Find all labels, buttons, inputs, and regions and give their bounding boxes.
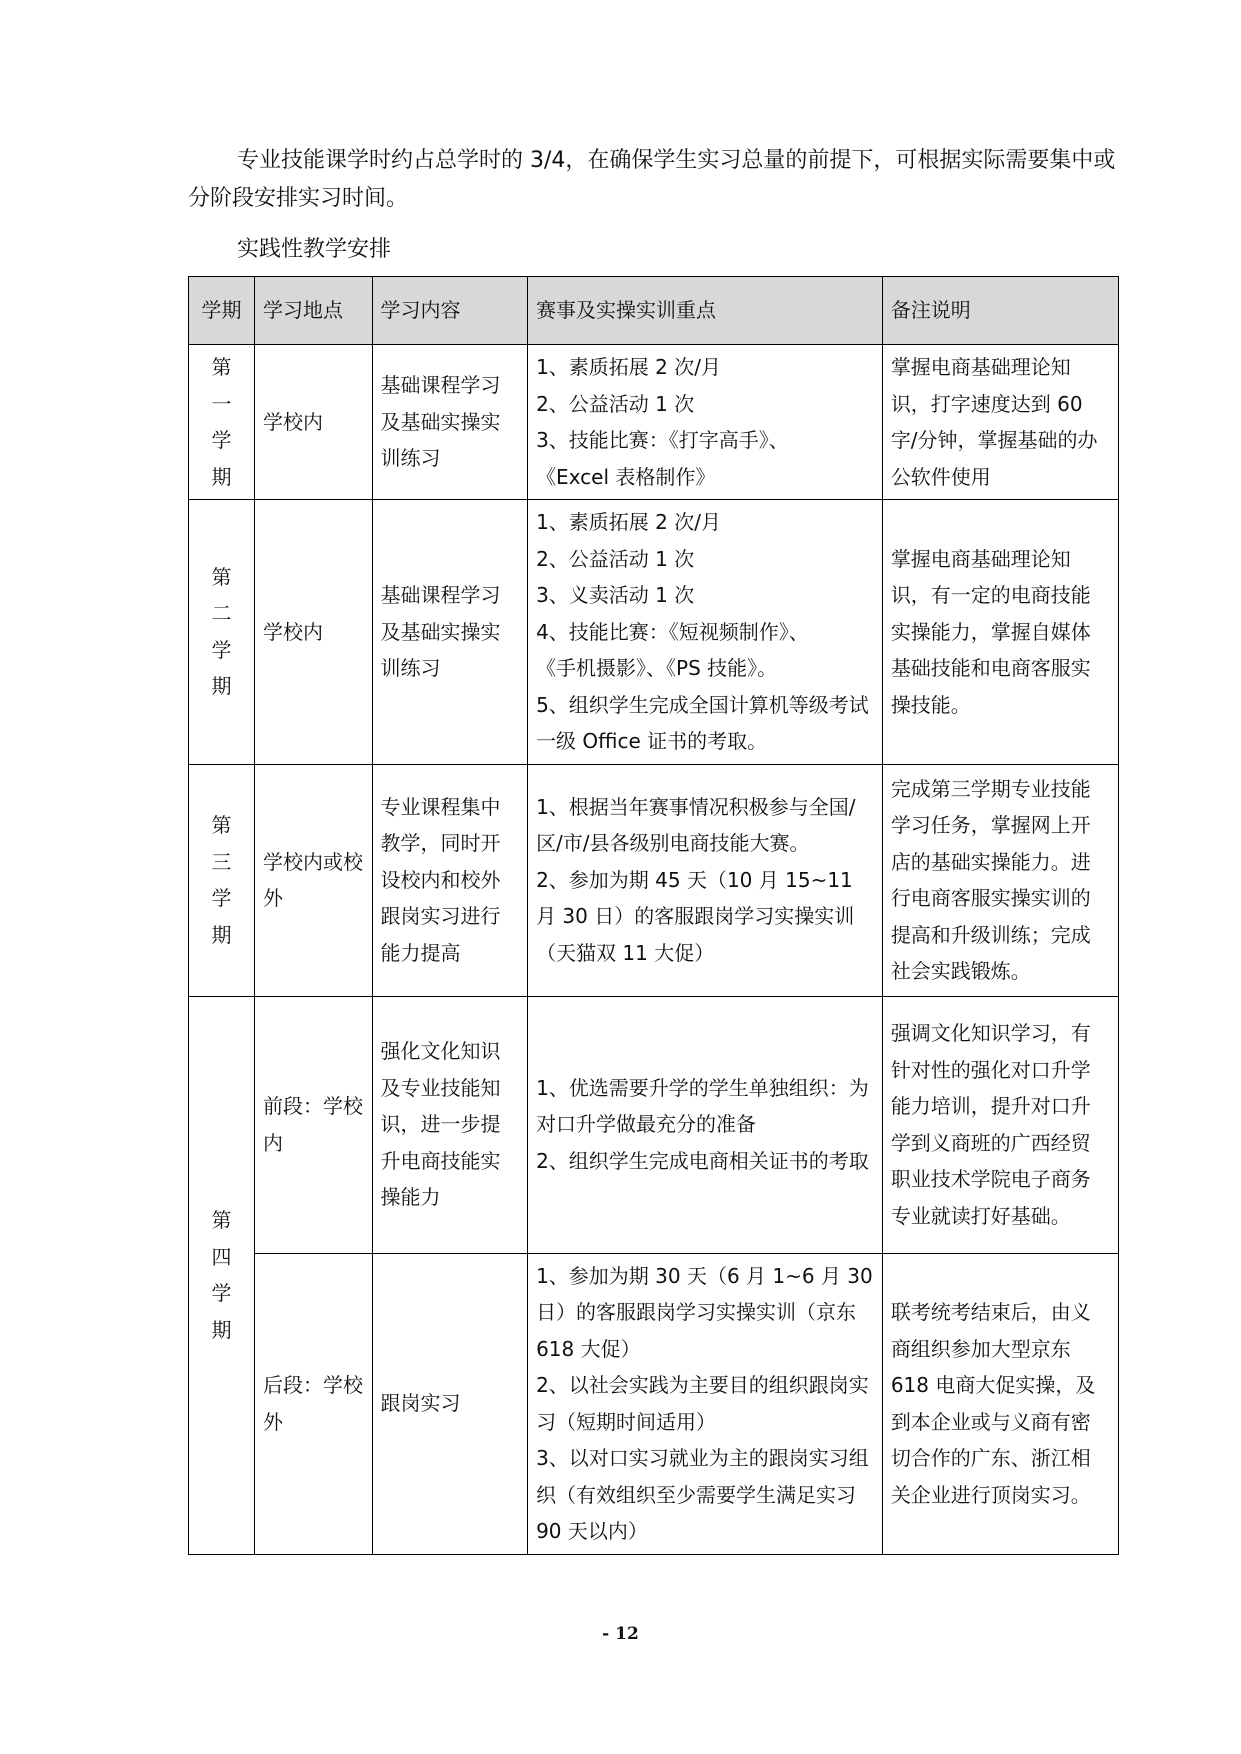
term-char: 学 [211, 428, 232, 452]
location-cell: 前段：学校内 [255, 996, 373, 1253]
focus-line: 3、义卖活动 1 次 [536, 583, 695, 607]
term-char: 三 [211, 849, 232, 874]
location-cell: 学校内 [255, 500, 373, 765]
location-cell: 学校内 [255, 345, 373, 500]
focus-cell [528, 996, 883, 1253]
header-location: 学习地点 [255, 277, 373, 345]
focus-line: 5、组织学生完成全国计算机等级考试一级 Office 证书的考取。 [536, 692, 869, 753]
focus-line: 1、根据当年赛事情况积极参与全国/区/市/县各级别电商技能大赛。 [536, 794, 856, 856]
term-cell [189, 500, 255, 765]
content-cell: 强化文化知识及专业技能知识，进一步提升电商技能实操能力 [372, 996, 528, 1253]
focus-line: 2、参加为期 45 天（10 月 15~11 月 30 日）的客服跟岗学习实操实训（天猫双 11 大促） [536, 867, 855, 965]
content-cell: 基础课程学习及基础实操实训练习 [372, 345, 528, 500]
term-char: 第 [211, 1208, 232, 1232]
content-cell: 跟岗实习 [372, 1253, 528, 1554]
note-cell: 完成第三学期专业技能学习任务，掌握网上开店的基础实操能力。进行电商客服实操实训的提高和升级训练；完成社会实践锻炼。 [882, 764, 1118, 996]
term-char: 二 [211, 601, 232, 626]
focus-cell [528, 345, 883, 500]
header-term [189, 277, 255, 345]
term-cell [189, 345, 255, 500]
location-cell: 学校内或校外 [255, 764, 373, 996]
table-row [189, 1253, 1119, 1554]
term-cell [189, 996, 255, 1554]
focus-line: 1、素质拓展 2 次/月 [536, 355, 721, 379]
term-char: 四 [211, 1244, 232, 1269]
focus-cell [528, 500, 883, 765]
content-cell: 基础课程学习及基础实操实训练习 [372, 500, 528, 765]
focus-line: 1、优选需要升学的学生单独组织：为对口升学做最充分的准备 [536, 1075, 869, 1137]
term-char: 期 [211, 1317, 232, 1342]
focus-line: 3、技能比赛：《打字高手》、 [536, 428, 789, 452]
focus-line: 2、公益活动 1 次 [536, 546, 695, 571]
header-focus: 赛事及实操实训重点 [528, 277, 883, 345]
focus-line: 3、以对口实习就业为主的跟岗实习组织（有效组织至少需要学生满足实习 90 天以内） [536, 1446, 869, 1543]
term-char: 学 [211, 637, 232, 662]
header-term-char: 学期 [201, 298, 242, 323]
table-row [189, 500, 1119, 765]
practice-schedule-table [188, 276, 1119, 1555]
term-cell [189, 764, 255, 996]
term-char: 学 [211, 1281, 232, 1305]
focus-cell [528, 1253, 883, 1554]
term-char: 第 [211, 355, 232, 379]
note-cell: 联考统考结束后，由义商组织参加大型京东 618 电商大促实操，及到本企业或与义商有密切合作的广东、浙江相关企业进行顶岗实习。 [882, 1253, 1118, 1554]
focus-line: 4、技能比赛：《短视频制作》、 [536, 619, 809, 644]
term-char: 一 [211, 391, 232, 416]
table-header-row [189, 277, 1119, 345]
term-char: 第 [211, 564, 232, 589]
focus-line: 1、参加为期 30 天（6 月 1~6 月 30 日）的客服跟岗学习实操实训（京东 618 大促） [536, 1263, 873, 1361]
focus-line: 《Excel 表格制作》 [536, 464, 716, 489]
focus-line: 2、公益活动 1 次 [536, 391, 695, 416]
note-cell: 掌握电商基础理论知识，打字速度达到 60 字/分钟，掌握基础的办公软件使用 [882, 345, 1118, 500]
intro-paragraph: 专业技能课学时约占总学时的 3/4，在确保学生实习总量的前提下，可根据实际需要集中或分阶段安排实习时间。 [188, 148, 1116, 211]
content-cell: 专业课程集中教学，同时开设校内和校外跟岗实习进行能力提高 [372, 764, 528, 996]
note-cell: 掌握电商基础理论知识，有一定的电商技能实操能力，掌握自媒体基础技能和电商客服实操技能。 [882, 500, 1118, 765]
header-content: 学习内容 [372, 277, 528, 345]
focus-line: 2、组织学生完成电商相关证书的考取 [536, 1148, 869, 1173]
focus-line: 《手机摄影》、《PS 技能》。 [536, 656, 778, 680]
term-char: 期 [211, 674, 232, 699]
term-char: 学 [211, 886, 232, 910]
term-char: 期 [211, 464, 232, 489]
page-number: - 12 [602, 1624, 639, 1644]
table-row [189, 996, 1119, 1253]
term-char: 期 [211, 922, 232, 947]
focus-line: 1、素质拓展 2 次/月 [536, 510, 721, 534]
table-row [189, 345, 1119, 500]
table-caption: 实践性教学安排 [237, 237, 392, 262]
focus-line: 2、以社会实践为主要目的组织跟岗实习（短期时间适用） [536, 1373, 869, 1434]
header-note: 备注说明 [882, 277, 1118, 345]
term-char: 第 [211, 813, 232, 837]
table-row [189, 764, 1119, 996]
location-cell: 后段：学校外 [255, 1253, 373, 1554]
note-cell: 强调文化知识学习，有针对性的强化对口升学能力培训，提升对口升学到义商班的广西经贸职业技术学院电子商务专业就读打好基础。 [882, 996, 1118, 1253]
focus-cell [528, 764, 883, 996]
